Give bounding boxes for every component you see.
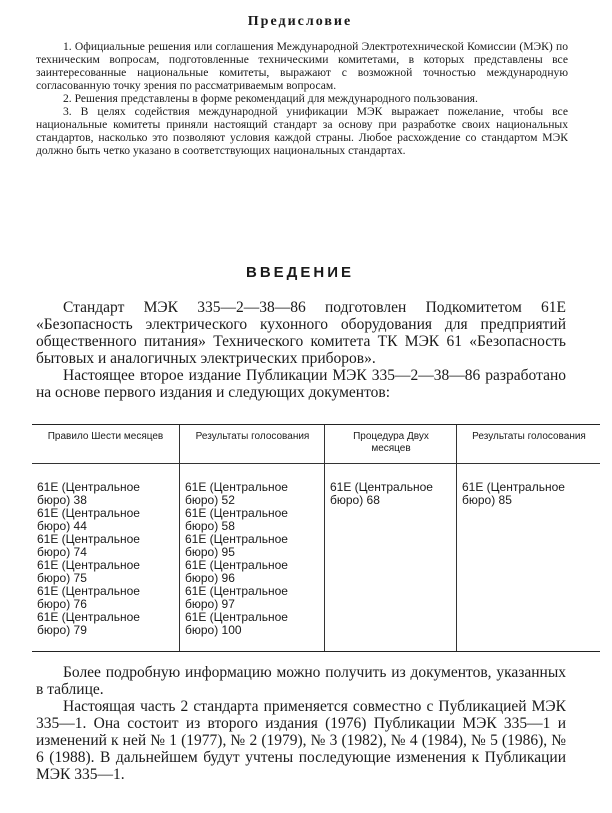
table-cell: 61Е (Центральное бюро) 75 <box>37 558 140 585</box>
closing-body <box>36 664 566 783</box>
table-cell: 61Е (Центральное бюро) 97 <box>185 584 288 611</box>
preface-body <box>36 40 568 157</box>
table-column-six-months-rule <box>32 425 179 651</box>
table-header-cell: Результаты голосования <box>195 431 310 442</box>
introduction-paragraph-2: Настоящее второе издание Публикации МЭК 335—2—38—86 разработано на основе первого издания и следующих документов: <box>36 367 566 401</box>
table-cell: 61Е (Центральное бюро) 76 <box>37 584 140 611</box>
table-cell: 61Е (Центральное бюро) 95 <box>185 532 288 559</box>
table-column-voting-results-2 <box>456 425 601 651</box>
table-column-voting-results-1 <box>179 425 325 651</box>
introduction-body <box>36 299 566 401</box>
preface-paragraph-3: 3. В целях содействия международной унификации МЭК выражает пожелание, чтобы все национальные комитеты приняли настоящий стандарт за основу при разработке своих национальных стандартов, насколько это позволяют условия каждой страны. Любое расхождение со стандартом МЭК должно быть четко указано в соответствующих национальных стандартах. <box>36 105 568 157</box>
table-cell: 61Е (Центральное бюро) 79 <box>37 610 140 637</box>
table-header-cell: Правило Шести месяцев <box>47 431 164 442</box>
table-cell: 61Е (Центральное бюро) 44 <box>37 506 140 533</box>
introduction-title: ВВЕДЕНИЕ <box>246 264 354 281</box>
preface-paragraph-1: 1. Официальные решения или соглашения Международной Электротехнической Комиссии (МЭК) по техническим вопросам, подготовленные техническими комитетами, в которых представлены все заинтересованные национальные комитеты, выражают с возможной точностью международную согласованную точку зрения по рассматриваемым вопросам. <box>36 40 568 92</box>
table-cell: 61Е (Центральное бюро) 38 <box>37 480 140 507</box>
preface-title: Предисловие <box>247 14 353 29</box>
table-cell: 61Е (Центральное бюро) 85 <box>462 480 565 507</box>
documents-table <box>32 424 600 652</box>
table-cell: 61Е (Центральное бюро) 96 <box>185 558 288 585</box>
table-header-cell: Процедура Двух месяцев <box>353 431 429 454</box>
table-cell: 61Е (Центральное бюро) 58 <box>185 506 288 533</box>
table-header-cell: Результаты голосования <box>472 431 586 442</box>
introduction-paragraph-1: Стандарт МЭК 335—2—38—86 подготовлен Подкомитетом 61Е «Безопасность электрического кухонного оборудования для предприятий общественного питания» Технического комитета ТК МЭК 61 «Безопасность бытовых и аналогичных электрических приборов». <box>36 299 566 367</box>
table-cell: 61Е (Центральное бюро) 68 <box>330 480 433 507</box>
closing-paragraph-2: Настоящая часть 2 стандарта применяется совместно с Публикацией МЭК 335—1. Она состоит из второго издания (1976) Публикации МЭК 335—1 и изменений к ней № 1 (1977), № 2 (1979), № 3 (1982), № 4 (1984), № 5 (1986), № 6 (1988). В дальнейшем будут учтены последующие изменения к Публикации МЭК 335—1. <box>36 698 566 783</box>
table-cell: 61Е (Центральное бюро) 100 <box>185 610 288 637</box>
preface-paragraph-2: 2. Решения представлены в форме рекомендаций для международного пользования. <box>63 92 478 105</box>
table-cell: 61Е (Центральное бюро) 52 <box>185 480 288 507</box>
closing-paragraph-1: Более подробную информацию можно получить из документов, указанных в таблице. <box>36 664 566 698</box>
table-cell: 61Е (Центральное бюро) 74 <box>37 532 140 559</box>
table-column-two-months-procedure <box>324 425 457 651</box>
